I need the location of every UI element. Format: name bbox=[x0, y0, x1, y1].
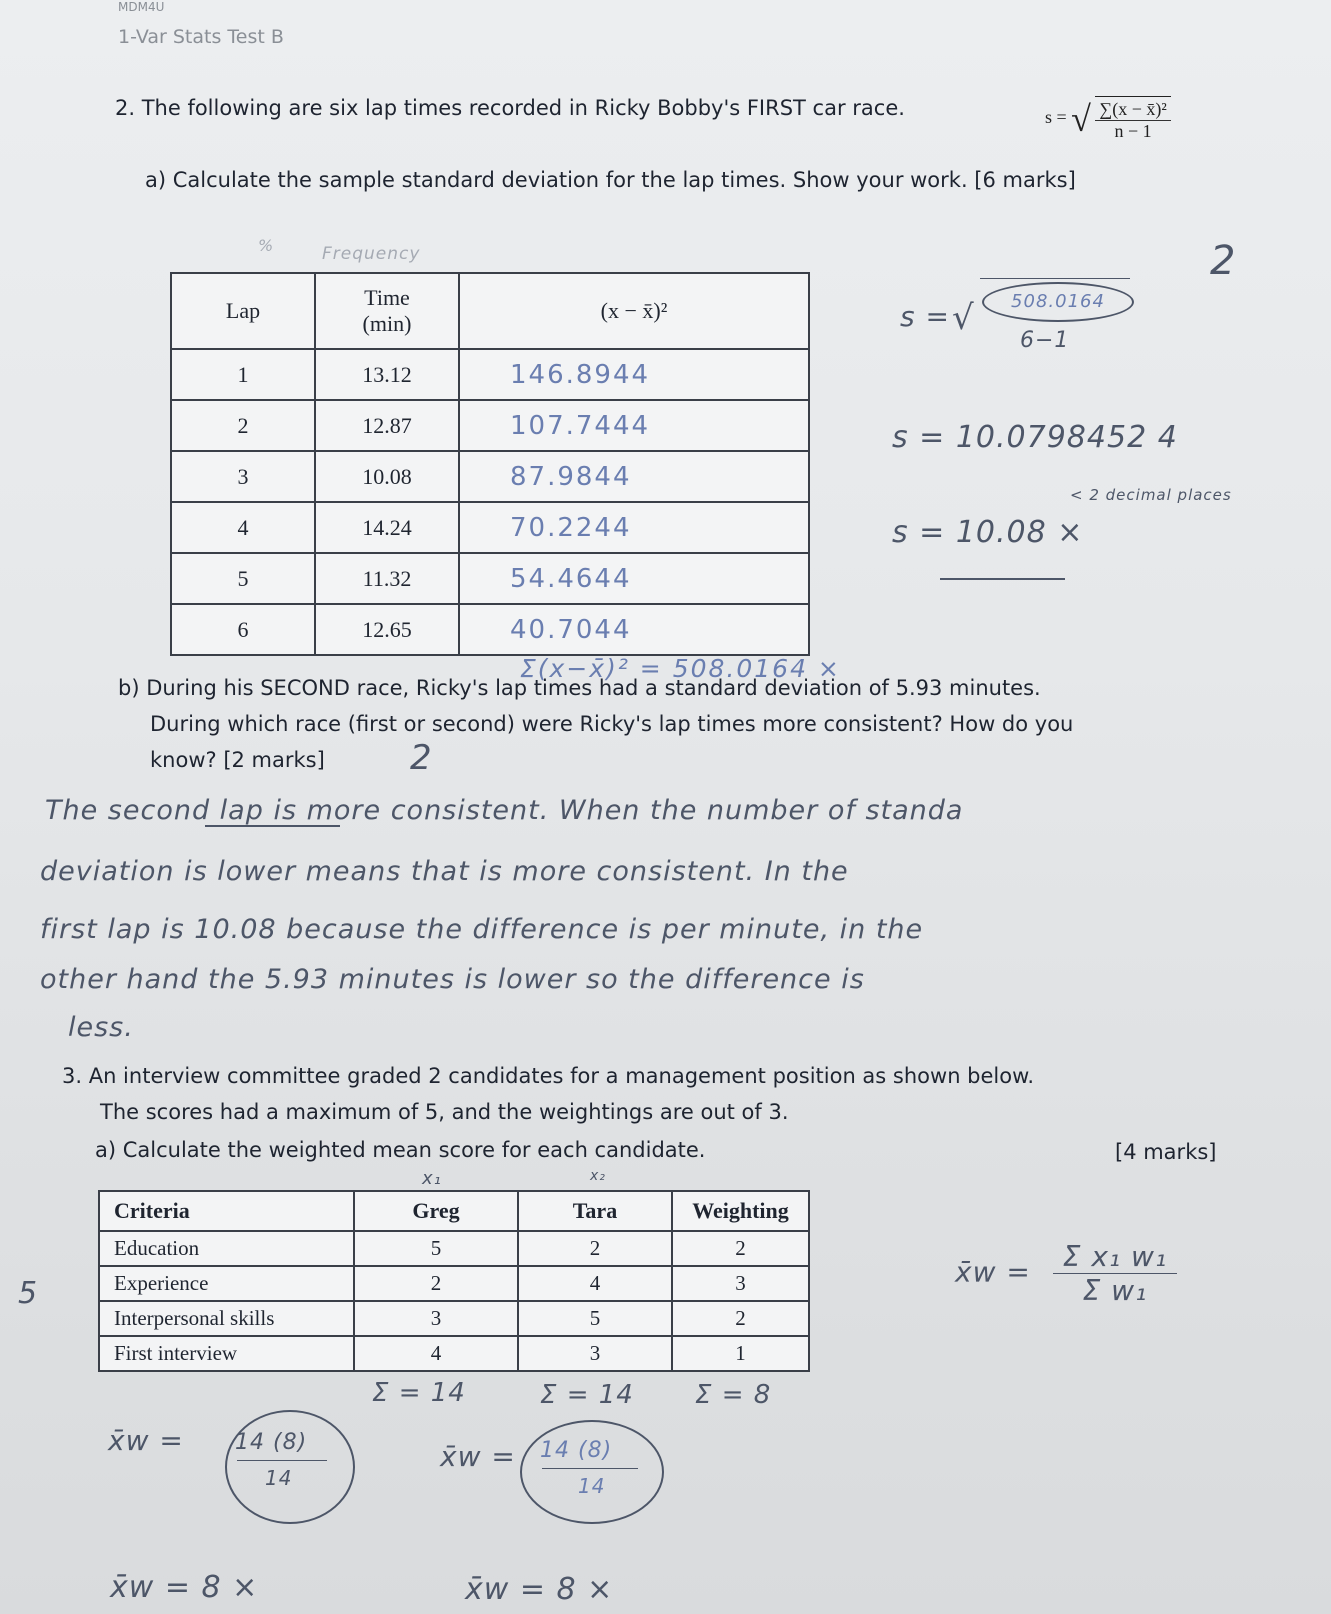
greg-sum: Σ = 14 bbox=[372, 1378, 466, 1408]
table-row bbox=[171, 451, 809, 502]
work-s-numerator: 508.0164 bbox=[982, 282, 1134, 322]
greg-work-numerator: 14 (8) bbox=[235, 1430, 308, 1455]
question-2a: a) Calculate the sample standard deviation for the lap times. Show your work. [6 marks] bbox=[145, 168, 1076, 192]
greg-score: 2 bbox=[354, 1266, 518, 1301]
lap-times-table bbox=[170, 272, 810, 656]
tara-work-circle bbox=[520, 1420, 664, 1524]
table-row bbox=[99, 1231, 809, 1266]
tara-work-numerator: 14 (8) bbox=[540, 1438, 613, 1463]
answer-line: other hand the 5.93 minutes is lower so the difference is bbox=[40, 964, 865, 995]
table-row bbox=[171, 604, 809, 655]
greg-work-circle bbox=[225, 1410, 355, 1524]
work-s-label: s = bbox=[900, 300, 950, 333]
header-deviation: (x − x̄)² bbox=[459, 273, 809, 349]
course-code: MDM4U bbox=[118, 0, 165, 14]
formula-numerator: Σ x₁ w₁ bbox=[1053, 1240, 1177, 1274]
formula-denominator: n − 1 bbox=[1114, 121, 1152, 141]
tara-weighted-lhs: x̄w = bbox=[440, 1440, 516, 1473]
lap-time: 11.32 bbox=[315, 553, 459, 604]
weighting-value: 2 bbox=[672, 1231, 809, 1266]
faint-note-percent: % bbox=[258, 236, 275, 255]
weighting-sum: Σ = 8 bbox=[695, 1380, 772, 1410]
score-2a: 2 bbox=[1210, 238, 1237, 284]
tara-score: 5 bbox=[518, 1301, 672, 1336]
faint-note-frequency: Frequency bbox=[322, 244, 421, 264]
greg-weighted-lhs: x̄w = bbox=[108, 1424, 184, 1457]
lap-time: 12.65 bbox=[315, 604, 459, 655]
lap-number: 6 bbox=[171, 604, 315, 655]
greg-work-denominator: 14 bbox=[265, 1466, 293, 1490]
sqrt-symbol: √ bbox=[1071, 99, 1091, 139]
tara-weighted-result: x̄w = 8 × bbox=[465, 1572, 614, 1607]
work-sqrt-symbol: √ bbox=[952, 298, 975, 338]
lap-deviation: 107.7444 bbox=[459, 400, 809, 451]
question-2b-line3: know? [2 marks] bbox=[150, 748, 325, 772]
question-2-stem: 2. The following are six lap times recorded in Ricky Bobby's FIRST car race. bbox=[115, 96, 905, 120]
question-3a: a) Calculate the weighted mean score for each candidate. bbox=[95, 1138, 706, 1162]
table-row bbox=[171, 349, 809, 400]
criteria-name: Experience bbox=[99, 1266, 354, 1301]
tara-work-denominator: 14 bbox=[578, 1474, 606, 1498]
lap-deviation: 87.9844 bbox=[459, 451, 809, 502]
question-3-stem-line2: The scores had a maximum of 5, and the weightings are out of 3. bbox=[100, 1100, 789, 1124]
criteria-name: Education bbox=[99, 1231, 354, 1266]
criteria-name: Interpersonal skills bbox=[99, 1301, 354, 1336]
lap-number: 2 bbox=[171, 400, 315, 451]
lap-number: 1 bbox=[171, 349, 315, 400]
formula-lhs: x̄w = bbox=[955, 1255, 1031, 1289]
header-tara: Tara bbox=[518, 1191, 672, 1231]
answer-line: deviation is lower means that is more consistent. In the bbox=[40, 856, 849, 887]
greg-score: 4 bbox=[354, 1336, 518, 1371]
lap-deviation: 146.8944 bbox=[459, 349, 809, 400]
table-row bbox=[171, 553, 809, 604]
lap-time: 14.24 bbox=[315, 502, 459, 553]
greg-score: 3 bbox=[354, 1301, 518, 1336]
work-s-final: s = 10.08 × bbox=[892, 515, 1084, 550]
header-time: Time (min) bbox=[315, 273, 459, 349]
weighting-value: 2 bbox=[672, 1301, 809, 1336]
formula-numerator: ∑(x − x̄)² bbox=[1095, 99, 1170, 121]
weighting-value: 3 bbox=[672, 1266, 809, 1301]
margin-note: 5 bbox=[18, 1276, 39, 1311]
table-row bbox=[99, 1301, 809, 1336]
lap-time: 13.12 bbox=[315, 349, 459, 400]
wrong-mark-icon: × bbox=[1057, 515, 1084, 550]
tara-column-note: x₂ bbox=[590, 1168, 606, 1184]
work-s-unrounded: s = 10.0798452 4 bbox=[892, 420, 1178, 455]
table-row bbox=[171, 502, 809, 553]
lap-time: 12.87 bbox=[315, 400, 459, 451]
header-lap: Lap bbox=[171, 273, 315, 349]
candidate-scores-table bbox=[98, 1190, 810, 1372]
lap-deviation: 54.4644 bbox=[459, 553, 809, 604]
formula-denominator: Σ w₁ bbox=[1082, 1274, 1148, 1307]
answer-line: The second lap is more consistent. When the number of standa bbox=[45, 795, 964, 826]
lap-number: 3 bbox=[171, 451, 315, 502]
header-criteria: Criteria bbox=[99, 1191, 354, 1231]
tara-sum: Σ = 14 bbox=[540, 1380, 634, 1410]
tara-score: 2 bbox=[518, 1231, 672, 1266]
work-s-denominator: 6−1 bbox=[1020, 328, 1070, 353]
criteria-name: First interview bbox=[99, 1336, 354, 1371]
tara-score: 4 bbox=[518, 1266, 672, 1301]
question-2b-line2: During which race (first or second) were Ricky's lap times more consistent? How do you bbox=[150, 712, 1074, 736]
header-weighting: Weighting bbox=[672, 1191, 809, 1231]
lap-number: 5 bbox=[171, 553, 315, 604]
formula-lhs: s = bbox=[1045, 107, 1067, 128]
greg-weighted-result: x̄w = 8 × bbox=[110, 1570, 259, 1605]
tara-score: 3 bbox=[518, 1336, 672, 1371]
sum-of-squares-note: Σ(x−x̄)² = 508.0164 × bbox=[520, 654, 841, 683]
question-3a-marks: [4 marks] bbox=[1115, 1140, 1217, 1164]
std-dev-formula bbox=[1045, 96, 1171, 142]
question-2b: b) During his SECOND race, Ricky's lap times had a standard deviation of 5.93 minutes. bbox=[118, 676, 1041, 700]
question-3-stem: 3. An interview committee graded 2 candidates for a management position as shown below. bbox=[62, 1064, 1035, 1088]
score-2b: 2 bbox=[410, 738, 433, 778]
header-greg: Greg bbox=[354, 1191, 518, 1231]
greg-score: 5 bbox=[354, 1231, 518, 1266]
test-title: 1-Var Stats Test B bbox=[118, 26, 284, 48]
answer-line: first lap is 10.08 because the difference is per minute, in the bbox=[40, 914, 924, 945]
lap-number: 4 bbox=[171, 502, 315, 553]
greg-column-note: x₁ bbox=[422, 1168, 442, 1189]
decimal-note: < 2 decimal places bbox=[1070, 486, 1232, 504]
underline-decoration bbox=[940, 578, 1065, 580]
table-row bbox=[99, 1266, 809, 1301]
lap-time: 10.08 bbox=[315, 451, 459, 502]
lap-deviation: 40.7044 bbox=[459, 604, 809, 655]
weighting-value: 1 bbox=[672, 1336, 809, 1371]
answer-line: less. bbox=[68, 1012, 134, 1043]
weighted-mean-formula bbox=[955, 1240, 1177, 1307]
table-row bbox=[171, 400, 809, 451]
lap-deviation: 70.2244 bbox=[459, 502, 809, 553]
underline-decoration bbox=[205, 825, 340, 827]
table-row bbox=[99, 1336, 809, 1371]
